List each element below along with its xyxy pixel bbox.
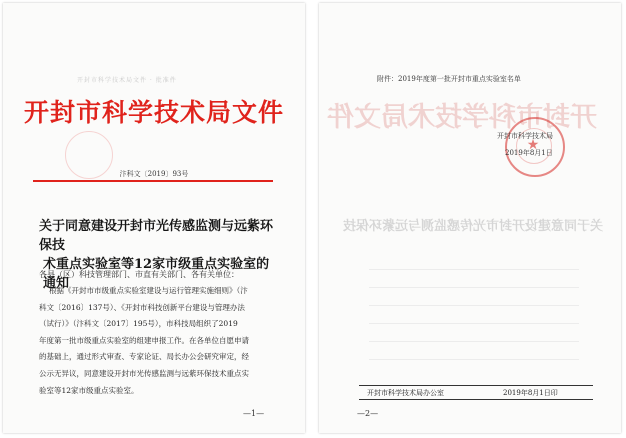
body-line: 年度第一批市级重点实验室的组建申报工作。在各单位自愿申请: [39, 335, 249, 345]
footer-print-date: 2019年8月1日印: [503, 389, 558, 397]
page-number: —2—: [357, 409, 379, 418]
body-line: 公示无异议，同意建设开封市光传感监测与远紫环保技术重点实: [39, 368, 249, 378]
signature-organization: 开封市科学技术局: [497, 132, 553, 140]
document-number: 汴科文〔2019〕93号: [119, 170, 189, 178]
notice-title-line-2: 术重点实验室等12家市级重点实验室的通知: [43, 257, 270, 291]
bleed-through-title: 开封市科学技术局文件: [327, 102, 597, 133]
page-number: —1—: [243, 409, 265, 418]
body-line: 的基础上，通过形式审查、专家论证、局长办公会研究审定，经: [39, 352, 249, 362]
footer-rule-bottom: [359, 399, 593, 400]
bleed-through-notice: 关于同意建设开封市光传感监测与远紫环保技: [342, 219, 603, 234]
notice-title-line-1: 关于同意建设开封市光传感监测与远紫环保技: [39, 219, 274, 253]
body-line: 科文〔2016〕137号）、《开封市科技创新平台建设与管理办法: [39, 302, 245, 312]
body-line: （试行）》（汴科文〔2017〕195号），市科技局组织了2019: [39, 319, 238, 329]
bleed-through-lines: [369, 269, 579, 377]
bureau-red-header: 开封市科学技术局文件: [23, 98, 284, 127]
document-page-1: [3, 3, 305, 433]
seal-star-icon: ★: [526, 137, 540, 153]
official-seal: [505, 117, 565, 177]
body-line: 验室等12家市级重点实验室。: [39, 385, 139, 395]
notice-title: [39, 217, 279, 293]
signature-date: 2019年8月1日: [505, 149, 553, 157]
notice-body: [39, 283, 279, 399]
document-page-2: [319, 3, 621, 433]
faint-header-text: 开封市科学技术局文件 · 批准件: [77, 77, 177, 84]
salutation: 各县（区）科技管理部门、市直有关部门、各有关单位：: [39, 270, 239, 279]
footer-rule-top: [359, 385, 593, 386]
red-divider: [33, 180, 273, 182]
body-line: 根据《开封市市级重点实验室建设与运行管理实施细则》（汴: [49, 286, 248, 295]
footer-office: 开封市科学技术局办公室: [367, 389, 444, 397]
attachment-line: 附件：2019年度第一批开封市重点实验室名单: [377, 75, 521, 83]
